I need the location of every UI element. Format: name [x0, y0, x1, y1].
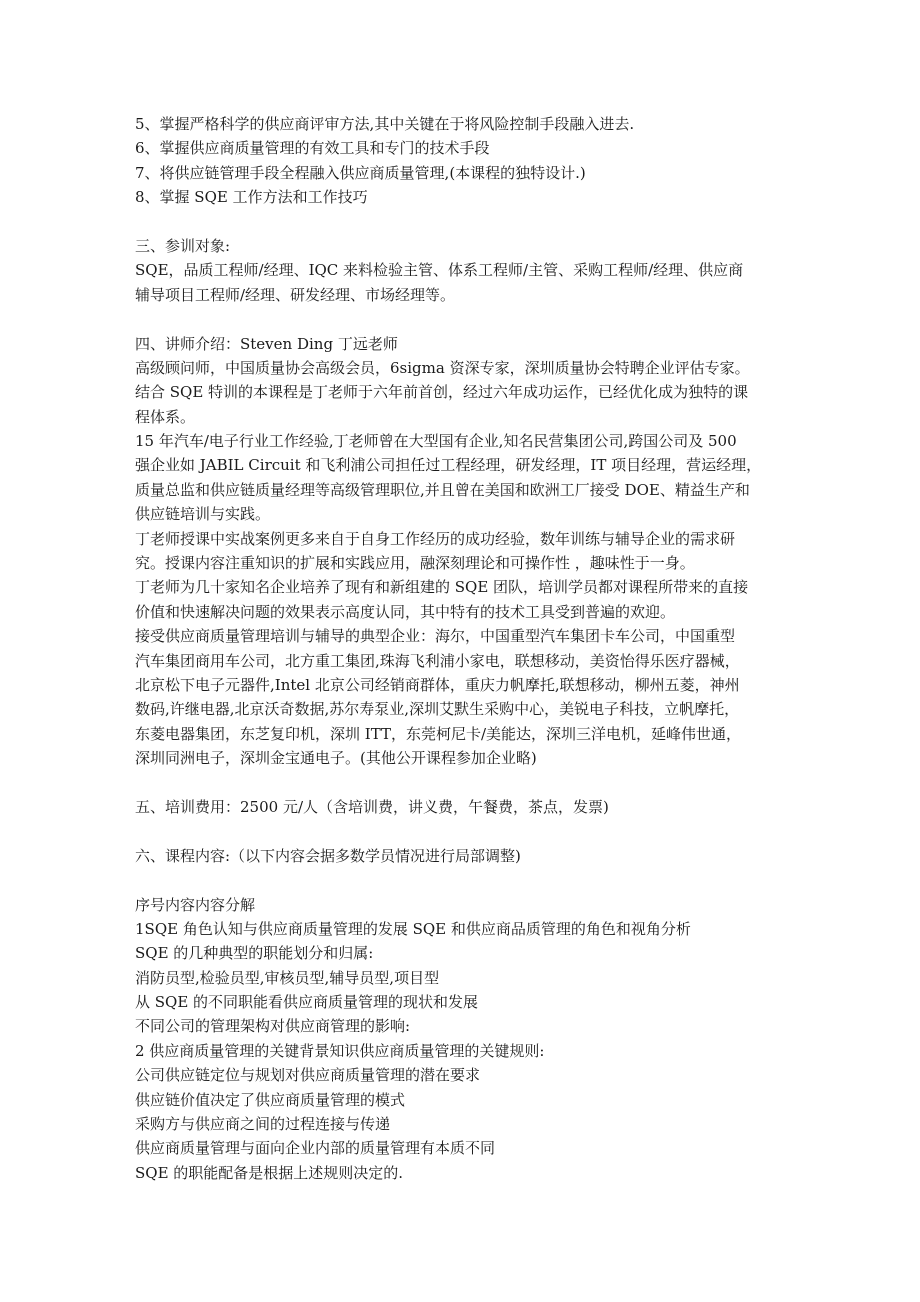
text-line: 六、课程内容:（以下内容会据多数学员情况进行局部调整): [135, 846, 521, 865]
text-line: 消防员型,检验员型,审核员型,辅导员型,项目型: [135, 968, 440, 987]
blank-line: [135, 307, 795, 331]
text-line: 不同公司的管理架构对供应商管理的影响:: [135, 1017, 411, 1036]
text-line: 1SQE 角色认知与供应商质量管理的发展 SQE 和供应商品质管理的角色和视角分析: [135, 919, 691, 938]
document-body: [135, 112, 795, 1185]
text-line: 究。授课内容注重知识的扩展和实践应用，融深刻理论和可操作性 ，趣味性于一身。: [135, 554, 695, 573]
text-line: SQE 的职能配备是根据上述规则决定的.: [135, 1163, 404, 1182]
text-line: 丁老师授课中实战案例更多来自于自身工作经历的成功经验，数年训练与辅导企业的需求研: [135, 529, 736, 548]
text-line: 价值和快速解决问题的效果表示高度认同，其中特有的技术工具受到普遍的欢迎。: [135, 602, 676, 621]
text-line: 东菱电器集团，东芝复印机，深圳 ITT，东莞柯尼卡/美能达，深圳三洋电机，延峰伟世通，: [135, 724, 742, 743]
blank-line: [135, 819, 795, 843]
text-line: 强企业如 JABIL Circuit 和飞利浦公司担任过工程经理，研发经理，IT 项目经理，营运经理，: [135, 456, 762, 475]
text-line: 供应商质量管理与面向企业内部的质量管理有本质不同: [135, 1139, 496, 1158]
text-line: 8、掌握 SQE 工作方法和工作技巧: [135, 188, 368, 207]
text-line: 从 SQE 的不同职能看供应商质量管理的现状和发展: [135, 993, 479, 1012]
text-line: 三、参训对象:: [135, 236, 231, 255]
text-line: 公司供应链定位与规划对供应商质量管理的潜在要求: [135, 1066, 481, 1085]
text-line: 质量总监和供应链质量经理等高级管理职位,并且曾在美国和欧洲工厂接受 DOE、精益生产和: [135, 480, 750, 499]
blank-line: [135, 771, 795, 795]
text-line: 数码,许继电器,北京沃奇数据,苏尔寿泵业,深圳艾默生采购中心，美锐电子科技，立帆摩托，: [135, 700, 740, 719]
text-line: 序号内容内容分解: [135, 895, 256, 914]
text-line: 程体系。: [135, 407, 196, 426]
text-line: 丁老师为几十家知名企业培养了现有和新组建的 SQE 团队，培训学员都对课程所带来的直接: [135, 578, 749, 597]
text-line: 汽车集团商用车公司，北方重工集团,珠海飞利浦小家电，联想移动，美资怡得乐医疗器械，: [135, 651, 740, 670]
text-line: 结合 SQE 特训的本课程是丁老师于六年前首创，经过六年成功运作，已经优化成为独特的课: [135, 383, 749, 402]
blank-line: [135, 868, 795, 892]
text-line: 2 供应商质量管理的关键背景知识供应商质量管理的关键规则:: [135, 1041, 545, 1060]
text-line: 7、将供应链管理手段全程融入供应商质量管理,(本课程的独特设计.): [135, 163, 586, 182]
text-line: SQE，品质工程师/经理、IQC 来料检验主管、体系工程师/主管、采购工程师/经理、供应商: [135, 261, 744, 280]
text-line: 供应链价值决定了供应商质量管理的模式: [135, 1090, 406, 1109]
text-line: SQE 的几种典型的职能划分和归属:: [135, 944, 374, 963]
text-line: 5、掌握严格科学的供应商评审方法,其中关键在于将风险控制手段融入进去.: [135, 115, 635, 133]
text-line: 深圳同洲电子，深圳金宝通电子。(其他公开课程参加企业略): [135, 749, 537, 768]
text-line: 采购方与供应商之间的过程连接与传递: [135, 1115, 391, 1134]
text-line: 接受供应商质量管理培训与辅导的典型企业：海尔，中国重型汽车集团卡车公司，中国重型: [135, 627, 736, 646]
text-line: 高级顾问师，中国质量协会高级会员，6sigma 资深专家，深圳质量协会特聘企业评估专家。: [135, 358, 750, 377]
text-line: 6、掌握供应商质量管理的有效工具和专门的技术手段: [135, 139, 490, 158]
text-line: 辅导项目工程师/经理、研发经理、市场经理等。: [135, 285, 456, 304]
text-line: 15 年汽车/电子行业工作经验,丁老师曾在大型国有企业,知名民营集团公司,跨国公司及 500: [135, 432, 737, 451]
text-line: 供应链培训与实践。: [135, 505, 271, 524]
text-line: 四、讲师介绍：Steven Ding 丁远老师: [135, 334, 398, 353]
text-line: 五、培训费用：2500 元/人（含培训费，讲义费，午餐费，茶点，发票): [135, 797, 609, 816]
blank-line: [135, 210, 795, 234]
text-line: 北京松下电子元器件,Intel 北京公司经销商群体，重庆力帆摩托,联想移动，柳州五菱，神州: [135, 675, 740, 694]
